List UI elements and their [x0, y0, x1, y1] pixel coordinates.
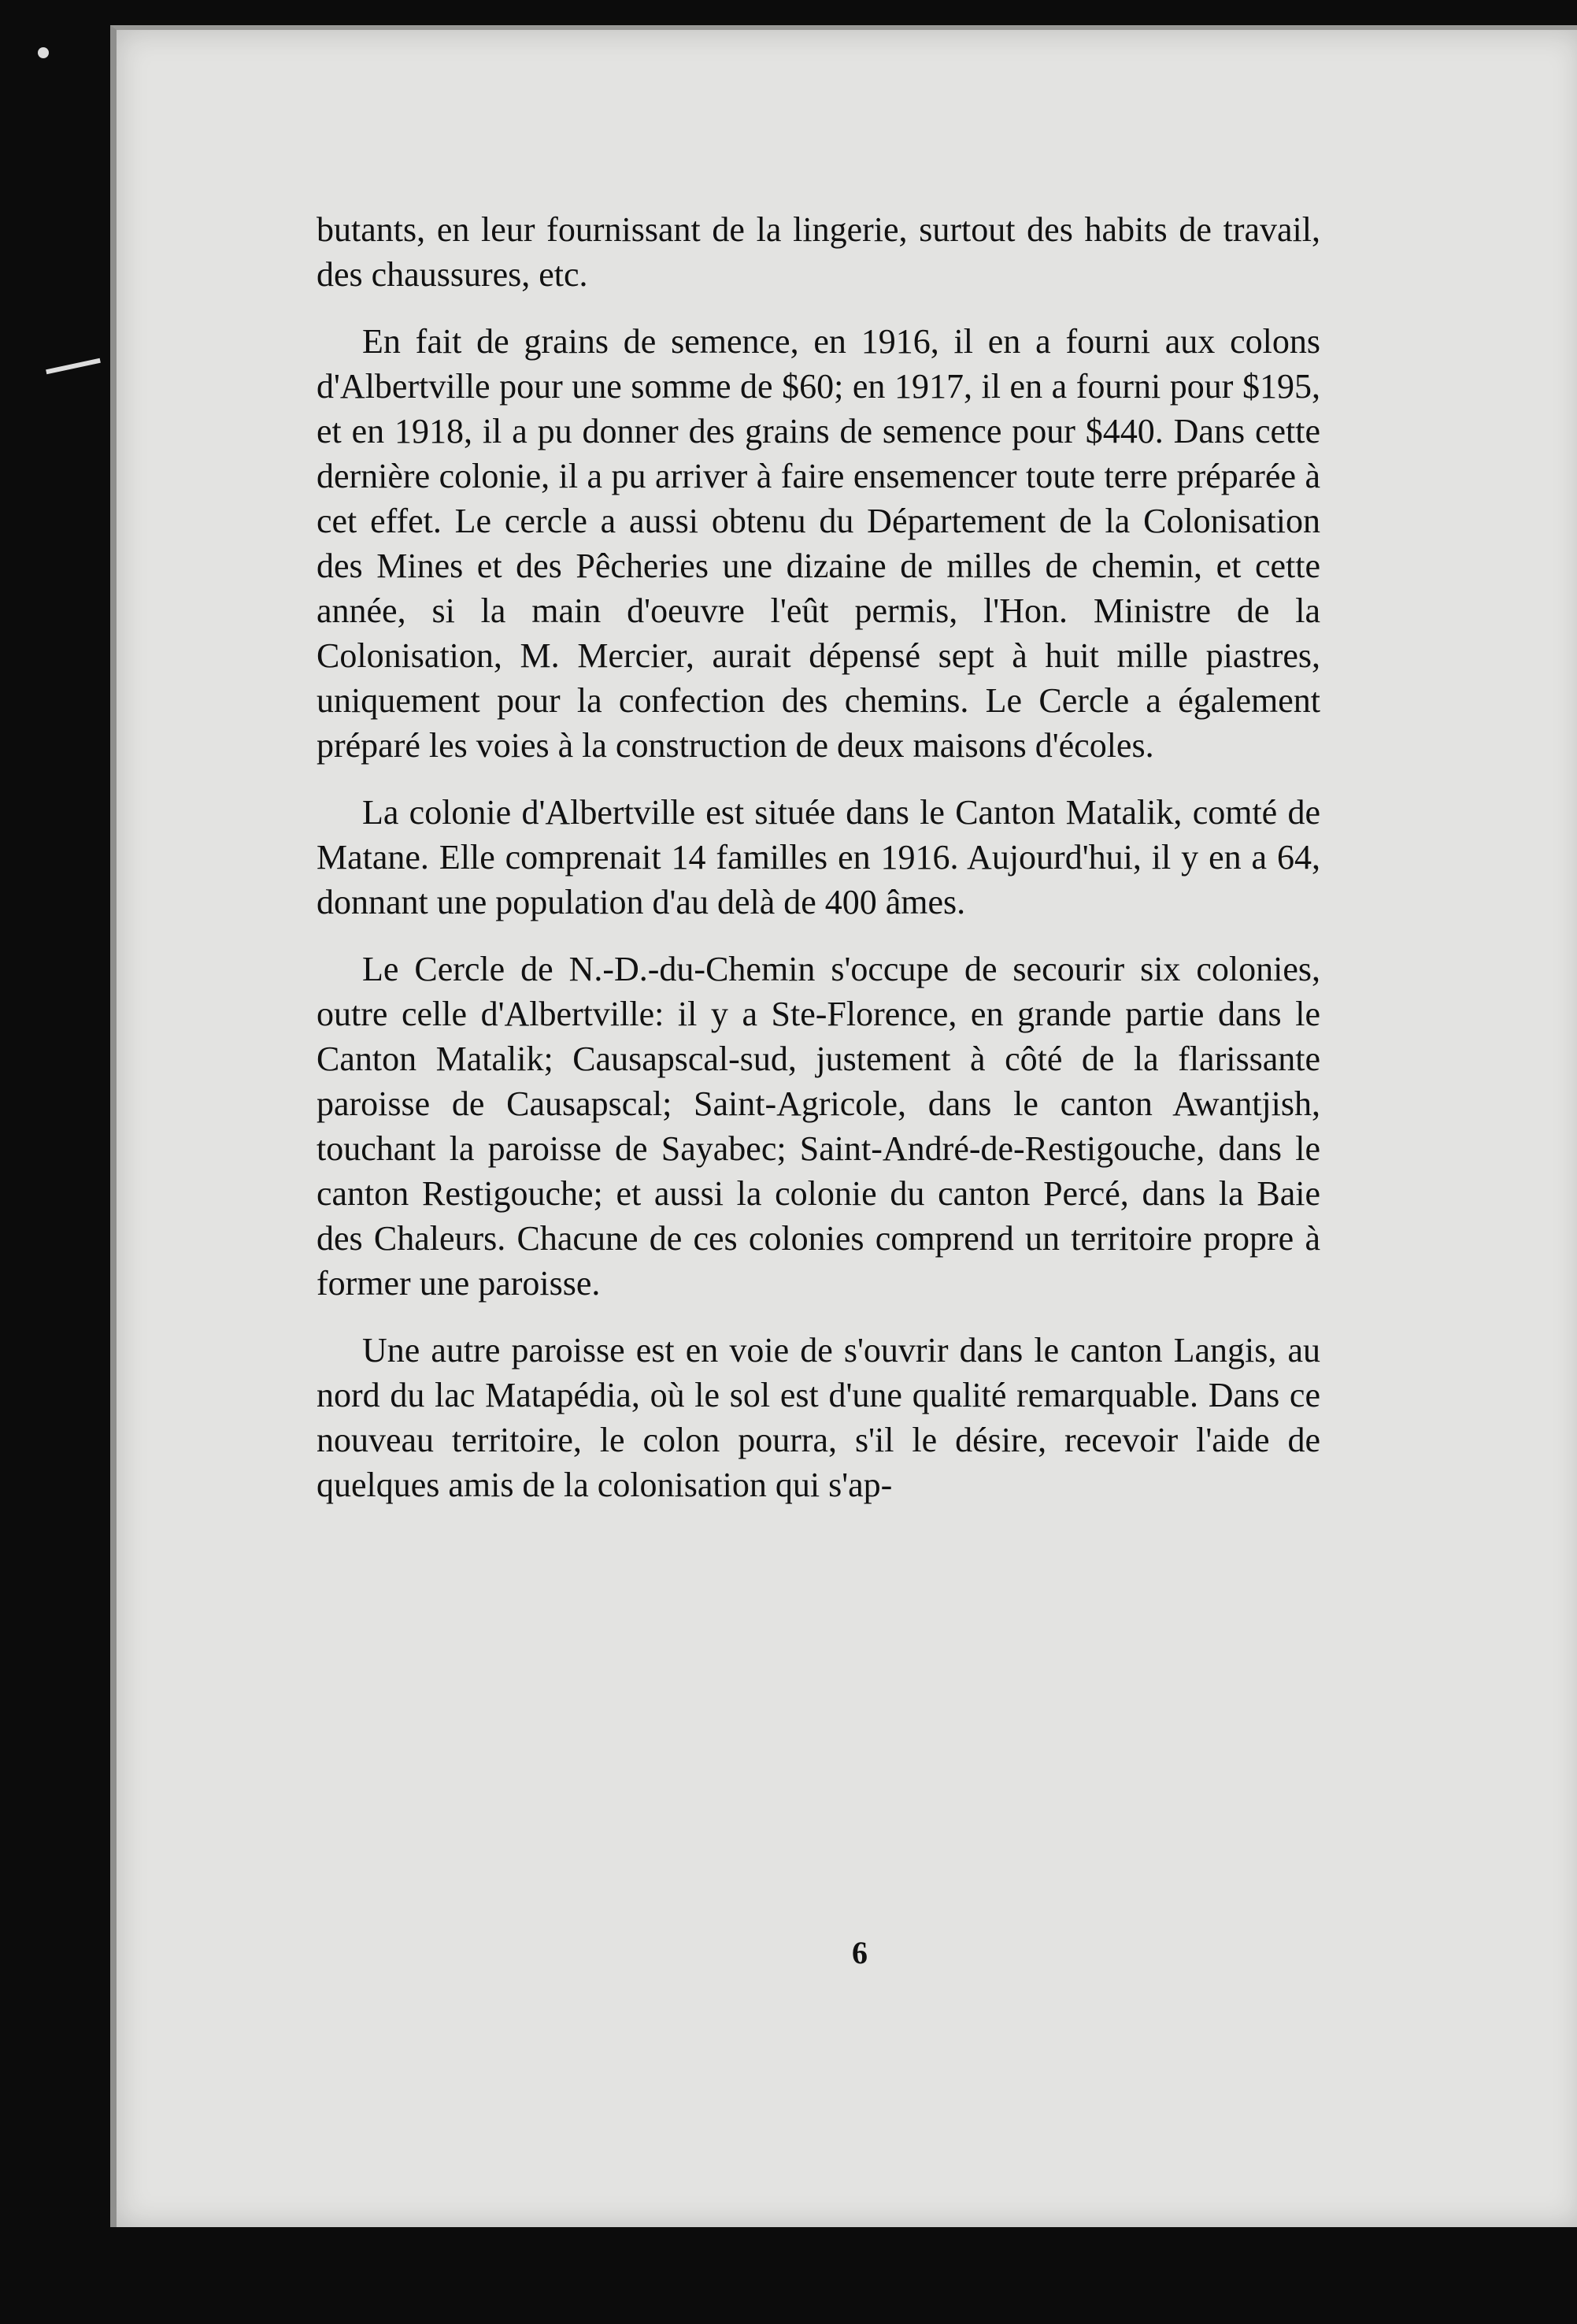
scan-artifact — [38, 47, 49, 58]
body-text — [317, 207, 1320, 1529]
paragraph: Une autre paroisse est en voie de s'ouvrir dans le canton Langis, au nord du lac Matapédia, où le sol est d'une qualité remarquable. Dans ce nouveau territoire, le colon pourra, s'il le désire, recevoir l'aide de quelques amis de la colonisation qui s'ap- — [317, 1331, 1320, 1504]
paragraph: En fait de grains de semence, en 1916, il en a fourni aux colons d'Albertville pour une somme de $60; en 1917, il en a fourni pour $195, et en 1918, il a pu donner des grains de semence pour $440. Dans cette dernière colonie, il a pu arriver à faire ensemencer toute terre préparée à cet effet. Le cercle a aussi obtenu du Département de la Colonisation des Mines et des Pêcheries une dizaine de milles de chemin, et cette année, si la main d'oeuvre l'eût permis, l'Hon. Ministre de la Colonisation, M. Mercier, aurait dépensé sept à huit mille piastres, uniquement pour la confection des chemins. Le Cercle a également préparé les voies à la construction de deux maisons d'écoles. — [317, 322, 1320, 765]
scan-artifact — [46, 358, 101, 374]
page-number: 6 — [852, 1935, 868, 1970]
paragraph: Le Cercle de N.-D.-du-Chemin s'occupe de secourir six colonies, outre celle d'Albertville: il y a Ste-Florence, en grande partie dans le Canton Matalik; Causapscal-sud, justement à côté de la flarissante paroisse de Causapscal; Saint-Agricole, dans le canton Awantjish, touchant la paroisse de Sayabec; Saint-André-de-Restigouche, dans le canton Restigouche; et aussi la colonie du canton Percé, dans la Baie des Chaleurs. Chacune de ces colonies comprend un territoire propre à former une paroisse. — [317, 950, 1320, 1303]
paragraph: butants, en leur fournissant de la lingerie, surtout des habits de travail, des chaussures, etc. — [317, 210, 1320, 294]
paragraph: La colonie d'Albertville est située dans le Canton Matalik, comté de Matane. Elle comprenait 14 familles en 1916. Aujourd'hui, il y en a 64, donnant une population d'au delà de 400 âmes. — [317, 793, 1320, 921]
